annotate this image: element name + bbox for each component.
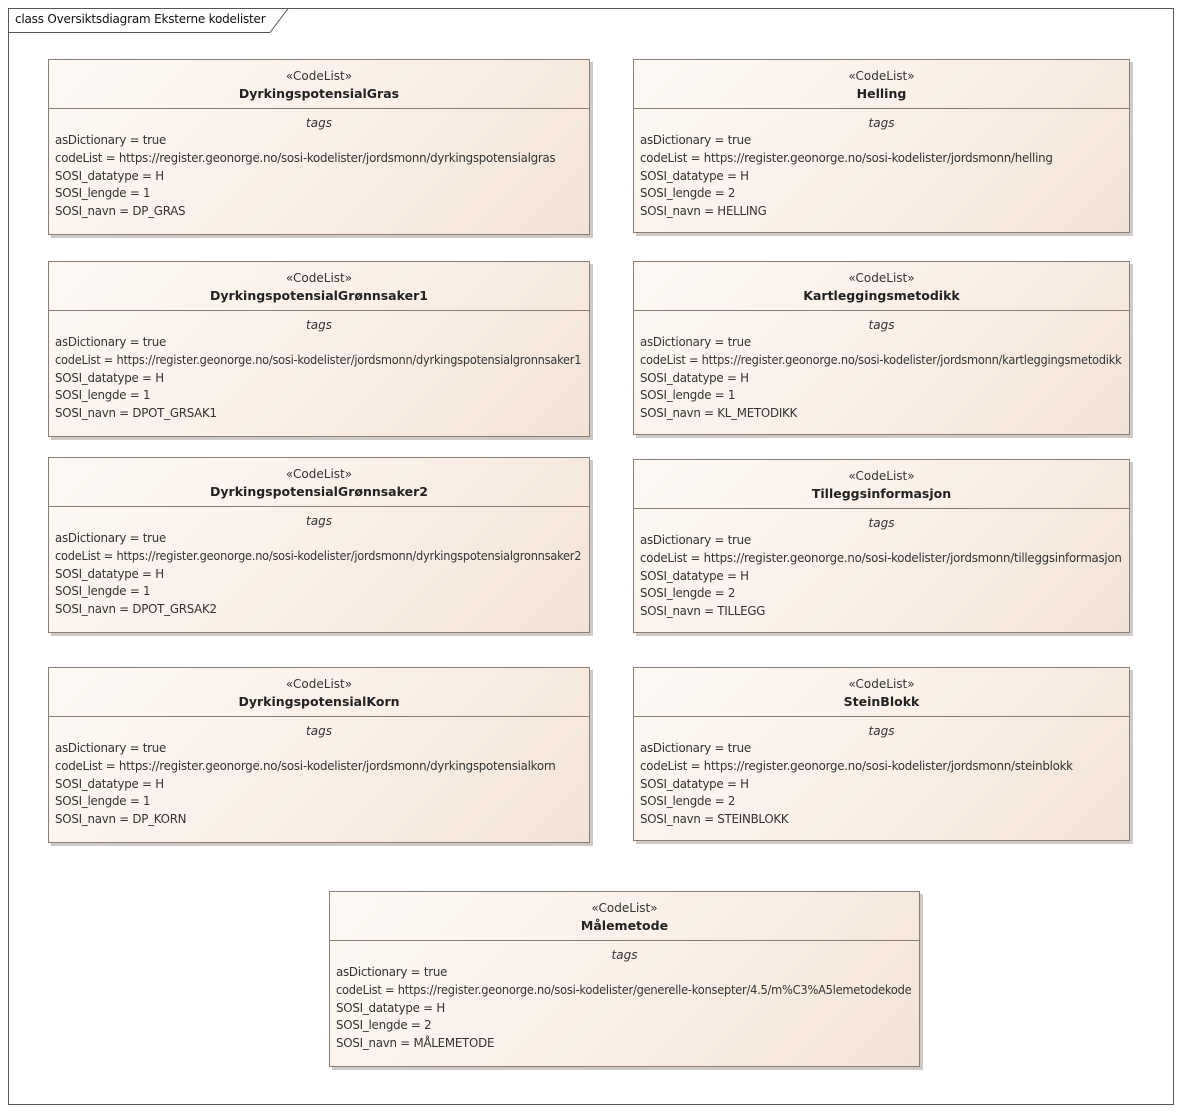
tag-row: codeList = https://register.geonorge.no/sosi-kodelister/generelle-konsepter/4.5/m%C3%A5lemetodekode (336, 982, 912, 997)
class-header (330, 892, 919, 941)
tag-row: SOSI_datatype = H (640, 568, 749, 583)
tag-row: SOSI_navn = KL_METODIKK (640, 406, 798, 421)
tag-row: SOSI_datatype = H (640, 168, 749, 183)
tag-row: asDictionary = true (55, 531, 167, 545)
tag-row: SOSI_datatype = H (640, 370, 749, 385)
class-name: SteinBlokk (843, 694, 920, 709)
tag-row: SOSI_navn = DPOT_GRSAK1 (55, 406, 217, 421)
tag-row: SOSI_lengde = 1 (55, 388, 151, 403)
codelist-box-helling[interactable] (633, 59, 1130, 233)
class-header (634, 460, 1129, 509)
codelist-box-dyrkingspotensialgronnsaker1[interactable] (48, 261, 590, 437)
tags-label: tags (868, 516, 895, 530)
codelist-box-steinblokk[interactable] (633, 667, 1130, 841)
stereotype-label: «CodeList» (285, 677, 353, 691)
class-header (49, 458, 589, 507)
tag-row: codeList = https://register.geonorge.no/sosi-kodelister/jordsmonn/dyrkingspotensialgronnsaker1 (55, 352, 582, 367)
tags-label: tags (306, 116, 332, 130)
tag-row: SOSI_datatype = H (55, 566, 164, 581)
stereotype-label: «CodeList» (285, 271, 353, 285)
tag-row: codeList = https://register.geonorge.no/sosi-kodelister/jordsmonn/kartleggingsmetodikk (640, 352, 1122, 367)
tag-row: SOSI_datatype = H (55, 776, 164, 791)
tag-row: asDictionary = true (55, 741, 167, 755)
tag-row: SOSI_navn = HELLING (640, 204, 767, 219)
class-name: DyrkingspotensialGrønnsaker2 (210, 484, 428, 499)
class-name: DyrkingspotensialGrønnsaker1 (210, 288, 428, 303)
class-header (49, 60, 589, 109)
codelist-box-dyrkingspotensialgronnsaker2[interactable] (48, 457, 590, 633)
class-name: Kartleggingsmetodikk (803, 288, 960, 303)
tag-row: asDictionary = true (640, 335, 751, 349)
codelist-box-dyrkingspotensialgras[interactable] (48, 59, 590, 235)
tag-row: codeList = https://register.geonorge.no/sosi-kodelister/jordsmonn/helling (640, 150, 1053, 165)
tag-row: asDictionary = true (640, 133, 751, 147)
stereotype-label: «CodeList» (848, 69, 915, 83)
tag-row: SOSI_datatype = H (640, 776, 749, 791)
frame-title: class Oversiktsdiagram Eksterne kodelister (15, 12, 266, 26)
class-name: Tilleggsinformasjon (811, 486, 952, 501)
tag-row: SOSI_lengde = 1 (55, 186, 151, 201)
tag-row: SOSI_navn = DPOT_GRSAK2 (55, 602, 217, 617)
tag-row: SOSI_datatype = H (55, 370, 164, 385)
tag-row: asDictionary = true (55, 335, 167, 349)
tag-row: SOSI_datatype = H (336, 1000, 445, 1015)
tags-label: tags (611, 948, 638, 962)
tag-row: codeList = https://register.geonorge.no/sosi-kodelister/jordsmonn/dyrkingspotensialkorn (55, 758, 556, 773)
tag-row: SOSI_lengde = 2 (336, 1018, 432, 1033)
tag-row: codeList = https://register.geonorge.no/sosi-kodelister/jordsmonn/tilleggsinformasjon (640, 550, 1122, 565)
tag-row: SOSI_lengde = 2 (640, 794, 736, 809)
codelist-box-malemetode[interactable] (329, 891, 920, 1067)
tags-label: tags (868, 116, 895, 130)
tag-row: SOSI_lengde = 1 (640, 388, 736, 403)
tags-label: tags (868, 318, 895, 332)
tag-row: asDictionary = true (640, 533, 751, 547)
class-name: Målemetode (580, 918, 669, 933)
class-name: DyrkingspotensialGras (238, 86, 400, 101)
tag-row: SOSI_lengde = 2 (640, 186, 736, 201)
tag-row: SOSI_lengde = 2 (640, 586, 736, 601)
tag-row: asDictionary = true (55, 133, 167, 147)
tag-row: SOSI_lengde = 1 (55, 584, 151, 599)
class-header (634, 262, 1129, 311)
codelist-box-dyrkingspotensialkorn[interactable] (48, 667, 590, 843)
tag-row: SOSI_navn = MÅLEMETODE (336, 1036, 495, 1051)
class-header (49, 668, 589, 717)
class-header (49, 262, 589, 311)
tag-row: SOSI_navn = STEINBLOKK (640, 812, 789, 827)
tag-row: codeList = https://register.geonorge.no/sosi-kodelister/jordsmonn/dyrkingspotensialgras (55, 150, 556, 165)
codelist-box-tilleggsinformasjon[interactable] (633, 459, 1130, 633)
tag-row: SOSI_datatype = H (55, 168, 164, 183)
tag-row: asDictionary = true (336, 965, 448, 979)
class-name: Helling (856, 86, 907, 101)
tag-row: SOSI_lengde = 1 (55, 794, 151, 809)
stereotype-label: «CodeList» (285, 69, 353, 83)
tag-row: SOSI_navn = DP_GRAS (55, 204, 186, 219)
class-name: DyrkingspotensialKorn (238, 694, 400, 709)
tag-row: asDictionary = true (640, 741, 751, 755)
class-header (634, 60, 1129, 109)
stereotype-label: «CodeList» (848, 469, 915, 483)
class-header (634, 668, 1129, 717)
tags-label: tags (306, 514, 332, 528)
stereotype-label: «CodeList» (591, 901, 658, 915)
tag-row: SOSI_navn = DP_KORN (55, 812, 187, 827)
stereotype-label: «CodeList» (285, 467, 353, 481)
tag-row: SOSI_navn = TILLEGG (640, 604, 766, 619)
stereotype-label: «CodeList» (848, 271, 915, 285)
tags-label: tags (306, 318, 332, 332)
stereotype-label: «CodeList» (848, 677, 915, 691)
tag-row: codeList = https://register.geonorge.no/sosi-kodelister/jordsmonn/dyrkingspotensialgronnsaker2 (55, 548, 582, 563)
tags-label: tags (306, 724, 332, 738)
tags-label: tags (868, 724, 895, 738)
codelist-box-kartleggingsmetodikk[interactable] (633, 261, 1130, 435)
tag-row: codeList = https://register.geonorge.no/sosi-kodelister/jordsmonn/steinblokk (640, 758, 1073, 773)
